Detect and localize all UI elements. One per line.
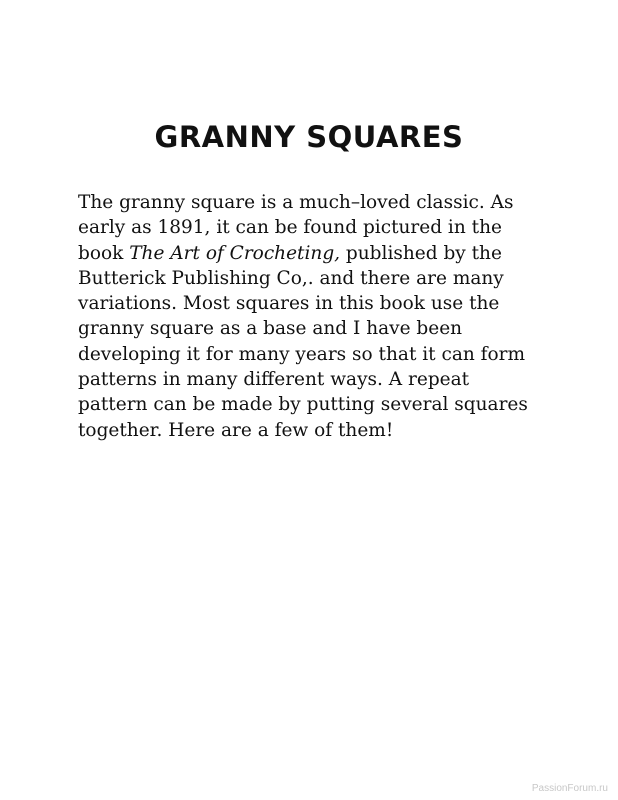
paragraph-line-1: The granny square is a much–loved classic. As <box>78 192 514 213</box>
book-title: The Art of Crocheting, <box>129 242 341 264</box>
page-title: GRANNY SQUARES <box>154 120 464 154</box>
paragraph-line-4: Butterick Publishing Co,. and there are many <box>78 267 504 289</box>
paragraph-line-3-start: book <box>78 242 130 264</box>
paragraph-line-10: together. Here are a few of them! <box>78 419 394 441</box>
paragraph-line-8: patterns in many different ways. A repeat <box>78 369 470 391</box>
paragraph-line-7: developing it for many years so that it can form <box>78 343 526 365</box>
paragraph-line-6: granny square as a base and I have been <box>78 318 463 340</box>
paragraph-line-9: pattern can be made by putting several squares <box>78 394 528 416</box>
body-paragraph <box>78 190 548 443</box>
paragraph-line-3-end: published by the <box>340 242 502 264</box>
paragraph-line-3 <box>78 241 548 266</box>
paragraph-line-5: variations. Most squares in this book use the <box>78 293 500 315</box>
paragraph-line-2: early as 1891, it can be found pictured in the <box>78 217 502 239</box>
watermark: PassionForum.ru <box>531 783 608 794</box>
